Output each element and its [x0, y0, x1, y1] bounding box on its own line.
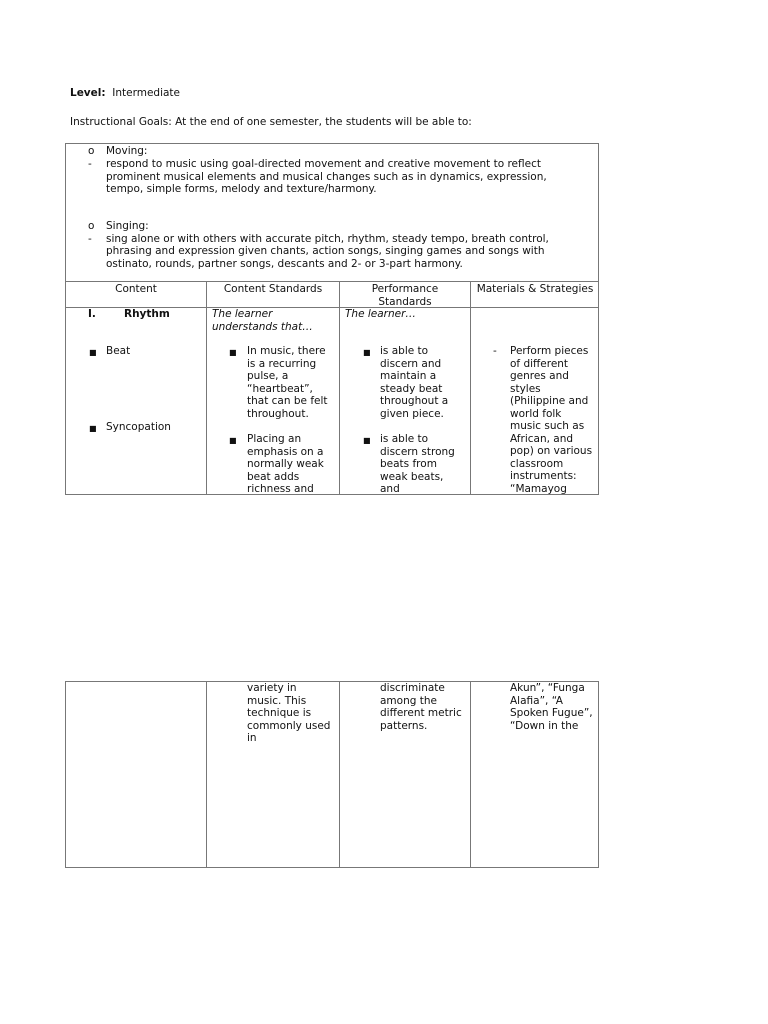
header-materials: Materials & Strategies	[476, 283, 594, 295]
bullet-icon: ■	[363, 436, 371, 445]
goal-title: Moving:	[106, 145, 148, 157]
bullet-icon: ■	[229, 348, 237, 357]
ps-beat: is able to discern and maintain a steady beat throughout a given piece.	[380, 345, 449, 420]
level-label: Level:	[70, 87, 106, 99]
header-content: Content	[115, 283, 157, 295]
goal-line: sing alone or with others with accurate pitch, rhythm, steady tempo, breath control,	[106, 233, 549, 245]
column-divider	[206, 281, 207, 495]
cs-beat: In music, there is a recurring pulse, a “heartbeat”, that can be felt throughout.	[247, 345, 328, 420]
goal-marker: o	[88, 220, 95, 232]
goal-line: ostinato, rounds, partner songs, descants and 2- or 3-part harmony.	[106, 258, 463, 270]
goal-dash: -	[88, 233, 92, 245]
header-content-standards: Content Standards	[223, 283, 323, 295]
goal-dash: -	[88, 158, 92, 170]
column-divider	[206, 682, 207, 867]
materials-dash: -	[493, 345, 497, 357]
content-item: Syncopation	[106, 421, 171, 433]
goal-line: prominent musical elements and musical changes such as in dynamics, expression,	[106, 171, 547, 183]
content-item: Beat	[106, 345, 131, 357]
goal-marker: o	[88, 145, 95, 157]
cs-continued: variety in music. This technique is commonly used in	[247, 682, 331, 744]
column-divider	[470, 682, 471, 867]
bullet-icon: ■	[89, 424, 97, 433]
materials-continued: Akun”, “Funga Alafia”, “A Spoken Fugue”, “Down in the	[510, 682, 593, 732]
cs-syncopation: Placing an emphasis on a normally weak beat adds richness and	[247, 433, 324, 495]
learner-understands: The learner understands that…	[212, 308, 313, 333]
bullet-icon: ■	[363, 348, 371, 357]
curriculum-table	[65, 143, 599, 495]
bullet-icon: ■	[229, 436, 237, 445]
header-performance-standards: Performance Standards	[371, 283, 439, 308]
curriculum-table-continued	[65, 681, 599, 868]
level-value: Intermediate	[112, 87, 181, 99]
column-divider	[470, 281, 471, 495]
learner-perf: The learner…	[345, 308, 416, 320]
bullet-icon: ■	[89, 348, 97, 357]
ps-continued: discriminate among the different metric patterns.	[380, 682, 462, 732]
section-title: Rhythm	[124, 308, 170, 320]
column-divider	[339, 682, 340, 867]
ps-syncopation: is able to discern strong beats from weak beats, and	[380, 433, 455, 495]
materials-strategies: Perform pieces of different genres and styles (Philippine and world folk music such as African, and pop) on various classroom instruments: “Mamayog	[510, 345, 593, 495]
goal-line: tempo, simple forms, melody and texture/harmony.	[106, 183, 377, 195]
row-divider	[66, 281, 598, 282]
goal-title: Singing:	[106, 220, 149, 232]
instructional-goals: Instructional Goals: At the end of one semester, the students will be able to:	[70, 116, 472, 128]
level-line	[70, 87, 180, 100]
section-number: I.	[88, 308, 96, 320]
goal-line: respond to music using goal-directed movement and creative movement to reflect	[106, 158, 541, 170]
column-divider	[339, 281, 340, 495]
goal-line: phrasing and expression given chants, action songs, singing games and songs with	[106, 245, 545, 257]
